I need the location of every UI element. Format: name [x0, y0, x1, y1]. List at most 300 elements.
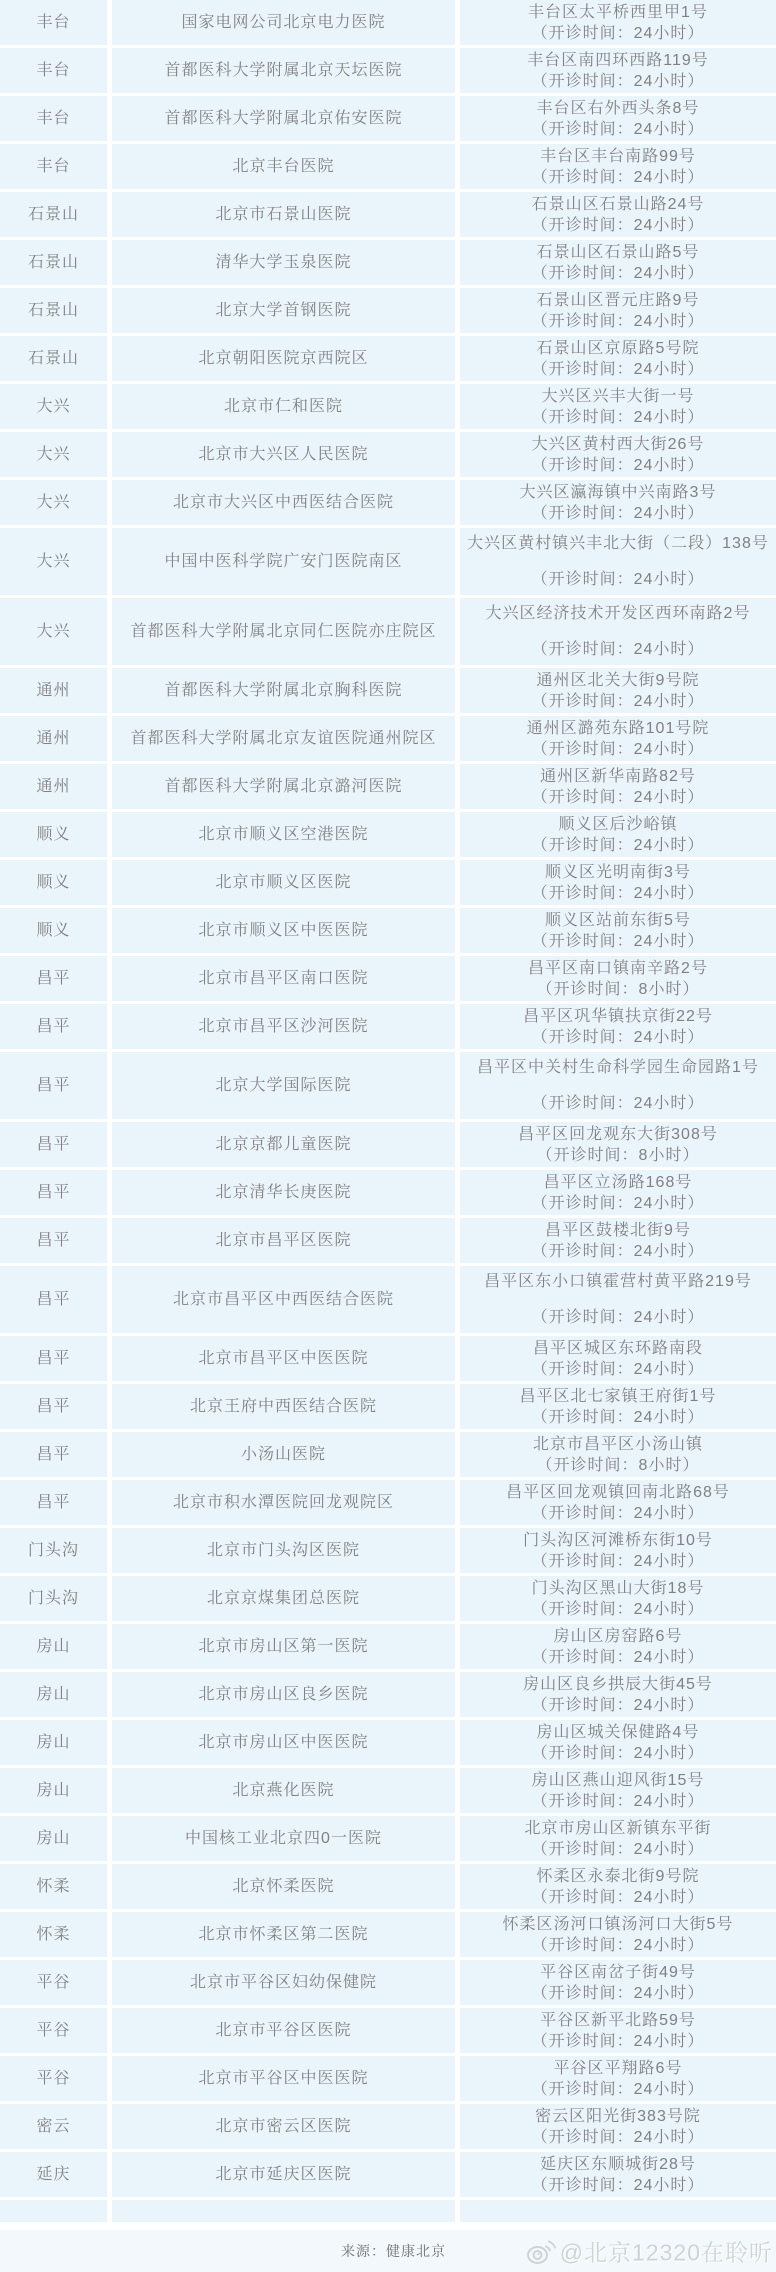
address-cell: [460, 144, 776, 189]
address-line: 丰台区丰台南路99号: [540, 147, 696, 165]
district-cell: [0, 144, 107, 189]
district-cell: [0, 1576, 107, 1621]
district-label: 房山: [36, 1782, 71, 1799]
table-row: [0, 716, 776, 761]
address-line: 延庆区东顺城街28号: [540, 2155, 696, 2173]
address-line: 通州区北关大街9号院: [536, 671, 700, 689]
address-cell: [460, 1912, 776, 1957]
address-cell: [460, 192, 776, 237]
district-cell: [0, 1170, 107, 1215]
address-cell: [460, 0, 776, 45]
district-label: 昌平: [36, 1446, 71, 1463]
hours-line: （开诊时间：24小时）: [531, 2080, 705, 2098]
hospital-cell: [112, 1170, 455, 1215]
district-label: 房山: [36, 1830, 71, 1847]
table-row: [0, 1336, 776, 1381]
address-line: 平谷区新平北路59号: [540, 2011, 696, 2029]
district-cell: [0, 1624, 107, 1669]
hours-line: （开诊时间：24小时）: [531, 1936, 705, 1954]
table-row: [0, 384, 776, 429]
hospital-name: 首都医科大学附属北京友谊医院通州院区: [130, 730, 437, 747]
address-cell: [460, 384, 776, 429]
address-cell: [460, 1122, 776, 1167]
district-label: 丰台: [36, 158, 71, 175]
hospital-name: 清华大学玉泉医院: [215, 254, 352, 271]
hospital-name: 北京市门头沟区医院: [206, 1542, 360, 1559]
table-row: [0, 1432, 776, 1477]
hospital-cell: [112, 1960, 455, 2005]
address-line: 房山区房窑路6号: [553, 1627, 683, 1645]
hospital-name: 小汤山医院: [240, 1446, 326, 1463]
address-line: 大兴区经济技术开发区西环南路2号: [485, 605, 751, 622]
address-line: 门头沟区黑山大街18号: [531, 1579, 705, 1597]
district-cell: [0, 240, 107, 285]
table-row: [0, 480, 776, 525]
hospital-cell: [112, 956, 455, 1001]
address-line: 丰台区右外西头条8号: [536, 99, 700, 117]
hospital-cell: [112, 432, 455, 477]
empty-district-cell: [0, 2200, 107, 2222]
district-label: 通州: [36, 682, 71, 699]
address-line: 石景山区石景山路24号: [531, 195, 705, 213]
address-line: 石景山区京原路5号院: [536, 339, 700, 357]
hospital-name: 北京大学首钢医院: [215, 302, 352, 319]
table-row: [0, 1122, 776, 1167]
district-label: 石景山: [27, 206, 79, 223]
district-label: 石景山: [27, 350, 79, 367]
hours-line: （开诊时间：24小时）: [531, 456, 705, 474]
empty-hospital-cell: [112, 2200, 455, 2222]
hospital-cell: [112, 144, 455, 189]
address-line: 房山区城关保健路4号: [536, 1723, 700, 1741]
table-row: [0, 598, 776, 665]
address-cell: [460, 288, 776, 333]
hospital-name: 北京市大兴区人民医院: [198, 446, 369, 463]
hospital-name: 北京市平谷区妇幼保健院: [189, 1974, 377, 1991]
district-label: 大兴: [36, 398, 71, 415]
hospital-cell: [112, 1672, 455, 1717]
district-label: 昌平: [36, 1232, 71, 1249]
district-cell: [0, 1336, 107, 1381]
address-line: 丰台区南四环西路119号: [527, 51, 709, 69]
district-label: 怀柔: [36, 1926, 71, 1943]
district-label: 丰台: [36, 62, 71, 79]
hours-line: （开诊时间：24小时）: [531, 216, 705, 234]
district-cell: [0, 480, 107, 525]
hospital-cell: [112, 384, 455, 429]
district-cell: [0, 764, 107, 809]
address-line: 通州区潞苑东路101号院: [526, 719, 710, 737]
address-cell: [460, 432, 776, 477]
table-row: [0, 432, 776, 477]
hospital-name: 北京市昌平区沙河医院: [198, 1018, 369, 1035]
table-row: [0, 1576, 776, 1621]
district-cell: [0, 2152, 107, 2197]
hours-line: （开诊时间：24小时）: [531, 1242, 705, 1260]
district-cell: [0, 1432, 107, 1477]
hospital-name: 北京市延庆区医院: [215, 2166, 352, 2183]
district-cell: [0, 96, 107, 141]
hospital-name: 北京市顺义区医院: [215, 874, 352, 891]
table-row: [0, 0, 776, 45]
district-label: 大兴: [36, 623, 71, 640]
address-cell: [460, 860, 776, 905]
table-row: [0, 144, 776, 189]
hours-line: （开诊时间：24小时）: [531, 1696, 705, 1714]
address-cell: [460, 956, 776, 1001]
district-label: 昌平: [36, 1077, 71, 1094]
hospital-name: 北京怀柔医院: [232, 1878, 335, 1895]
hospital-name: 北京市顺义区空港医院: [198, 826, 369, 843]
address-cell: [460, 1218, 776, 1263]
hours-line: （开诊时间：24小时）: [531, 1194, 705, 1212]
table-row: [0, 1912, 776, 1957]
district-cell: [0, 336, 107, 381]
hours-line: （开诊时间：24小时）: [531, 1552, 705, 1570]
hours-line: （开诊时间：24小时）: [531, 1792, 705, 1810]
hospital-cell: [112, 0, 455, 45]
table-row: [0, 860, 776, 905]
district-cell: [0, 0, 107, 45]
hospital-cell: [112, 2152, 455, 2197]
address-line: 石景山区晋元庄路9号: [536, 291, 700, 309]
address-cell: [460, 668, 776, 713]
hospital-cell: [112, 1122, 455, 1167]
hospital-cell: [112, 716, 455, 761]
table-row: [0, 240, 776, 285]
district-cell: [0, 598, 107, 665]
hospital-cell: [112, 1720, 455, 1765]
hospital-cell: [112, 528, 455, 595]
hospital-name: 国家电网公司北京电力医院: [181, 14, 386, 31]
hospital-name: 首都医科大学附属北京佑安医院: [164, 110, 403, 127]
district-label: 大兴: [36, 494, 71, 511]
table-row: [0, 192, 776, 237]
hours-line: （开诊时间：24小时）: [531, 504, 705, 522]
address-line: 门头沟区河滩桥东街10号: [523, 1531, 713, 1549]
district-label: 石景山: [27, 302, 79, 319]
address-line: 大兴区瀛海镇中兴南路3号: [519, 483, 717, 501]
address-cell: [460, 1672, 776, 1717]
address-cell: [460, 1528, 776, 1573]
table-row: [0, 48, 776, 93]
district-cell: [0, 2056, 107, 2101]
hours-line: （开诊时间：24小时）: [531, 1408, 705, 1426]
address-line: 大兴区黄村西大街26号: [531, 435, 705, 453]
table-row: [0, 764, 776, 809]
district-cell: [0, 1052, 107, 1119]
district-cell: [0, 1218, 107, 1263]
district-label: 昌平: [36, 1398, 71, 1415]
hours-line: （开诊时间：24小时）: [531, 1504, 705, 1522]
hours-line: （开诊时间：24小时）: [531, 2032, 705, 2050]
hospital-name: 北京市房山区第一医院: [198, 1638, 369, 1655]
address-cell: [460, 1004, 776, 1049]
hospital-name: 北京市昌平区医院: [215, 1232, 352, 1249]
district-cell: [0, 860, 107, 905]
hospital-cell: [112, 1266, 455, 1333]
empty-address-cell: [460, 2200, 776, 2222]
district-cell: [0, 956, 107, 1001]
address-cell: [460, 48, 776, 93]
hospital-cell: [112, 1336, 455, 1381]
hours-line: （开诊时间：24小时）: [531, 571, 705, 588]
address-line: 密云区阳光街383号院: [535, 2107, 701, 2125]
hospital-cell: [112, 1912, 455, 1957]
hospital-name: 首都医科大学附属北京胸科医院: [164, 682, 403, 699]
district-label: 平谷: [36, 1974, 71, 1991]
table-row: [0, 1672, 776, 1717]
address-line: 北京市房山区新镇东平街: [524, 1819, 712, 1837]
address-line: 顺义区站前东街5号: [545, 911, 691, 929]
district-label: 门头沟: [27, 1590, 79, 1607]
address-line: 昌平区东小口镇霍营村黄平路219号: [484, 1273, 752, 1290]
address-line: 北京市昌平区小汤山镇: [532, 1435, 703, 1453]
address-cell: [460, 2008, 776, 2053]
hospital-name: 北京清华长庚医院: [215, 1184, 352, 1201]
table-row: [0, 1266, 776, 1333]
watermark-text: @北京12320在聆听: [559, 2239, 773, 2266]
address-line: 昌平区鼓楼北街9号: [545, 1221, 691, 1239]
hospital-name: 北京京都儿童医院: [215, 1136, 352, 1153]
district-label: 房山: [36, 1686, 71, 1703]
table-row: [0, 96, 776, 141]
hours-line: （开诊时间：24小时）: [531, 1028, 705, 1046]
district-label: 门头沟: [27, 1542, 79, 1559]
hours-line: （开诊时间：24小时）: [531, 884, 705, 902]
table-row: [0, 528, 776, 595]
weibo-watermark: [525, 2235, 773, 2268]
district-label: 通州: [36, 730, 71, 747]
district-label: 昌平: [36, 970, 71, 987]
hospital-cell: [112, 764, 455, 809]
district-label: 通州: [36, 778, 71, 795]
district-label: 昌平: [36, 1494, 71, 1511]
district-label: 丰台: [36, 14, 71, 31]
address-cell: [460, 2104, 776, 2149]
district-label: 石景山: [27, 254, 79, 271]
hospital-cell: [112, 96, 455, 141]
district-label: 怀柔: [36, 1878, 71, 1895]
address-line: 房山区良乡拱辰大街45号: [523, 1675, 713, 1693]
table-row: [0, 812, 776, 857]
district-cell: [0, 1864, 107, 1909]
address-cell: [460, 2152, 776, 2197]
table-row: [0, 1960, 776, 2005]
hospital-name: 北京市怀柔区第二医院: [198, 1926, 369, 1943]
table-row: [0, 2056, 776, 2101]
address-cell: [460, 1480, 776, 1525]
hours-line: （开诊时间：24小时）: [531, 1744, 705, 1762]
hospital-cell: [112, 668, 455, 713]
district-label: 大兴: [36, 446, 71, 463]
address-cell: [460, 240, 776, 285]
hospital-cell: [112, 1528, 455, 1573]
district-label: 丰台: [36, 110, 71, 127]
hospital-name: 北京市积水潭医院回龙观院区: [172, 1494, 394, 1511]
district-cell: [0, 384, 107, 429]
hospital-name: 北京市房山区良乡医院: [198, 1686, 369, 1703]
hospital-name: 北京市昌平区南口医院: [198, 970, 369, 987]
district-cell: [0, 1004, 107, 1049]
table-row: [0, 1768, 776, 1813]
address-line: 顺义区后沙峪镇: [558, 815, 678, 833]
address-cell: [460, 1960, 776, 2005]
address-line: 怀柔区汤河口镇汤河口大街5号: [502, 1915, 734, 1933]
address-cell: [460, 1052, 776, 1119]
table-row: [0, 1816, 776, 1861]
address-line: 昌平区中关村生命科学园生命园路1号: [477, 1059, 759, 1076]
district-label: 顺义: [36, 922, 71, 939]
address-line: 丰台区太平桥西里甲1号: [528, 3, 708, 21]
table-row: [0, 336, 776, 381]
address-line: 昌平区回龙观镇回南北路68号: [506, 1483, 730, 1501]
hospital-name: 北京市石景山医院: [215, 206, 352, 223]
hospital-cell: [112, 1576, 455, 1621]
table-row: [0, 2104, 776, 2149]
district-label: 昌平: [36, 1291, 71, 1308]
hospital-cell: [112, 1816, 455, 1861]
table-row: [0, 2008, 776, 2053]
district-label: 顺义: [36, 874, 71, 891]
address-line: 昌平区北七家镇王府街1号: [519, 1387, 717, 1405]
hospital-name: 北京市昌平区中医医院: [198, 1350, 369, 1367]
district-cell: [0, 2104, 107, 2149]
district-cell: [0, 1266, 107, 1333]
address-cell: [460, 812, 776, 857]
district-cell: [0, 2008, 107, 2053]
hours-line: （开诊时间：24小时）: [531, 120, 705, 138]
address-cell: [460, 1720, 776, 1765]
district-cell: [0, 1384, 107, 1429]
district-cell: [0, 908, 107, 953]
address-cell: [460, 716, 776, 761]
address-cell: [460, 598, 776, 665]
address-cell: [460, 1768, 776, 1813]
hospital-name: 中国中医科学院广安门医院南区: [164, 553, 403, 570]
hours-line: （开诊时间：24小时）: [531, 1840, 705, 1858]
hours-line: （开诊时间：24小时）: [531, 264, 705, 282]
district-cell: [0, 1672, 107, 1717]
empty-row: [0, 2200, 776, 2222]
hospital-name: 首都医科大学附属北京同仁医院亦庄院区: [130, 623, 437, 640]
table-row: [0, 2152, 776, 2197]
district-cell: [0, 432, 107, 477]
district-label: 房山: [36, 1734, 71, 1751]
hospital-name: 北京市昌平区中西医结合医院: [172, 1291, 394, 1308]
hospital-cell: [112, 908, 455, 953]
hours-line: （开诊时间：24小时）: [531, 24, 705, 42]
address-cell: [460, 480, 776, 525]
address-cell: [460, 908, 776, 953]
hospital-cell: [112, 2104, 455, 2149]
district-label: 大兴: [36, 553, 71, 570]
address-cell: [460, 1170, 776, 1215]
table-row: [0, 1052, 776, 1119]
hospital-cell: [112, 48, 455, 93]
hospital-name: 北京丰台医院: [232, 158, 335, 175]
hospital-cell: [112, 1864, 455, 1909]
table-row: [0, 1864, 776, 1909]
hospital-cell: [112, 860, 455, 905]
hours-line: （开诊时间：24小时）: [531, 360, 705, 378]
district-cell: [0, 48, 107, 93]
hospital-cell: [112, 1004, 455, 1049]
hospital-cell: [112, 240, 455, 285]
hospital-cell: [112, 1768, 455, 1813]
table-row: [0, 1480, 776, 1525]
hospital-cell: [112, 1384, 455, 1429]
hours-line: （开诊时间：24小时）: [531, 312, 705, 330]
table-row: [0, 1218, 776, 1263]
district-cell: [0, 1480, 107, 1525]
address-cell: [460, 764, 776, 809]
hours-line: （开诊时间：8小时）: [536, 1146, 700, 1164]
address-cell: [460, 1816, 776, 1861]
hours-line: （开诊时间：24小时）: [531, 836, 705, 854]
hours-line: （开诊时间：8小时）: [536, 1456, 700, 1474]
address-cell: [460, 336, 776, 381]
address-line: 昌平区回龙观东大街308号: [518, 1125, 718, 1143]
district-label: 延庆: [36, 2166, 71, 2183]
hospital-name: 北京燕化医院: [232, 1782, 335, 1799]
hours-line: （开诊时间：24小时）: [531, 2128, 705, 2146]
address-cell: [460, 1384, 776, 1429]
source-label: 来源：健康北京: [341, 2243, 446, 2259]
district-label: 密云: [36, 2118, 71, 2135]
address-line: 房山区燕山迎风街15号: [531, 1771, 705, 1789]
hospital-cell: [112, 288, 455, 333]
hospital-name: 北京市房山区中医医院: [198, 1734, 369, 1751]
district-cell: [0, 1912, 107, 1957]
hospital-name: 北京市平谷区中医医院: [198, 2070, 369, 2087]
hospital-cell: [112, 480, 455, 525]
hours-line: （开诊时间：24小时）: [531, 692, 705, 710]
address-line: 昌平区城区东环路南段: [532, 1339, 703, 1357]
hospital-name: 北京朝阳医院京西院区: [198, 350, 369, 367]
hours-line: （开诊时间：24小时）: [531, 2176, 705, 2194]
district-label: 昌平: [36, 1136, 71, 1153]
hours-line: （开诊时间：24小时）: [531, 740, 705, 758]
hospital-cell: [112, 1432, 455, 1477]
hours-line: （开诊时间：24小时）: [531, 1648, 705, 1666]
hours-line: （开诊时间：24小时）: [531, 1309, 705, 1326]
district-cell: [0, 668, 107, 713]
hospital-name: 北京京煤集团总医院: [206, 1590, 360, 1607]
district-cell: [0, 812, 107, 857]
address-cell: [460, 2056, 776, 2101]
hospital-name: 北京市仁和医院: [223, 398, 343, 415]
address-cell: [460, 1432, 776, 1477]
hours-line: （开诊时间：24小时）: [531, 408, 705, 426]
hospital-name: 北京市大兴区中西医结合医院: [172, 494, 394, 511]
address-cell: [460, 1336, 776, 1381]
hours-line: （开诊时间：24小时）: [531, 72, 705, 90]
table-row: [0, 1004, 776, 1049]
district-cell: [0, 192, 107, 237]
district-label: 顺义: [36, 826, 71, 843]
table-row: [0, 956, 776, 1001]
hospital-name: 中国核工业北京四0一医院: [185, 1830, 382, 1847]
address-line: 平谷区南岔子街49号: [540, 1963, 696, 1981]
hospital-name: 首都医科大学附属北京天坛医院: [164, 62, 403, 79]
hospital-cell: [112, 812, 455, 857]
hospital-cell: [112, 192, 455, 237]
district-label: 平谷: [36, 2070, 71, 2087]
district-cell: [0, 1528, 107, 1573]
district-cell: [0, 288, 107, 333]
hospital-name: 北京王府中西医结合医院: [189, 1398, 377, 1415]
